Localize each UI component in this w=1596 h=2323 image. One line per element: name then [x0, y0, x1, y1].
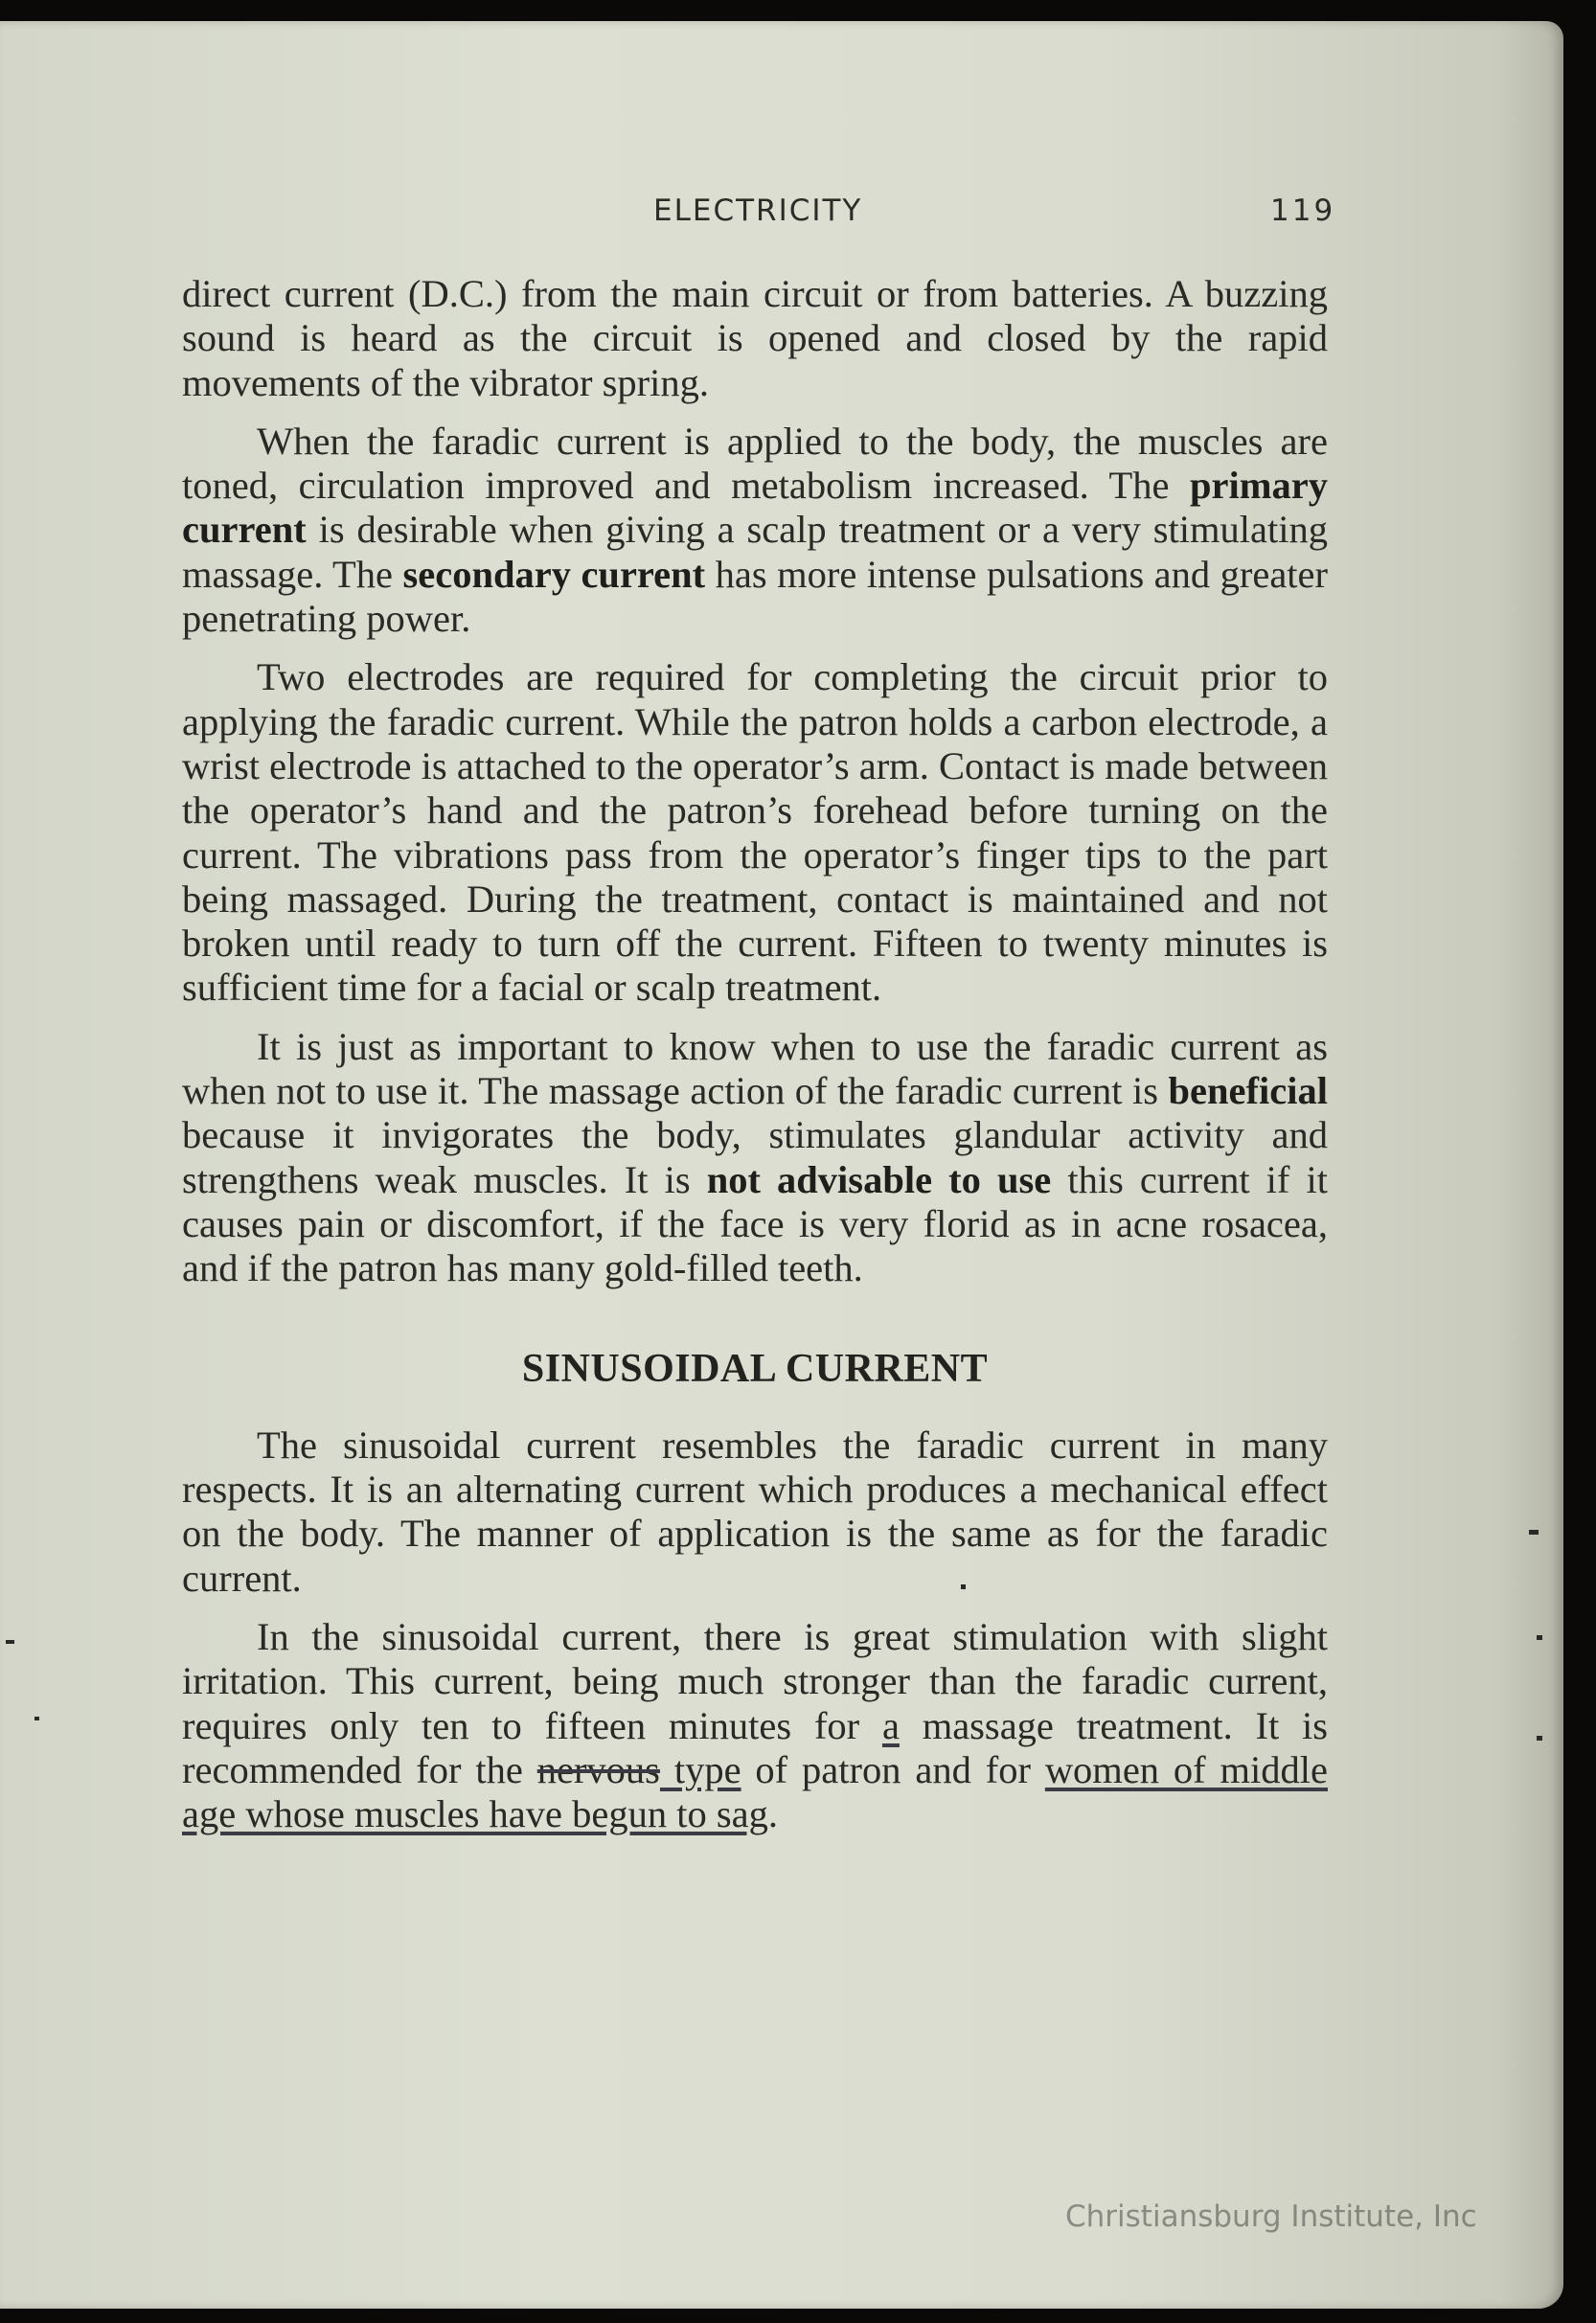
paragraph-1: [182, 272, 1328, 405]
term-beneficial: beneficial: [1168, 1069, 1328, 1113]
running-head: ELECTRICITY: [653, 194, 863, 228]
page-header: [0, 194, 1563, 241]
margin-speck: [1537, 1736, 1542, 1741]
paragraph-4-text: because it invigorates the body, stimulates glandular activity and strengthens weak muscles. It is: [182, 1113, 1328, 1201]
paragraph-2-text: When the faradic current is applied to the body, the muscles are toned, circulation improved and metabolism increased. The: [182, 419, 1328, 508]
paragraph-5: [182, 1423, 1328, 1601]
paragraph-6-text: In the sinusoidal current, there is great stimulation with slight irritation. This current, being much stronger than the faradic current, requires only ten to fifteen minutes for: [182, 1615, 1328, 1747]
paragraph-1-text: direct current (D.C.) from the main circuit or from batteries. A buzzing sound is heard as the circuit is opened and closed by the rapid movements of the vibrator spring.: [182, 272, 1328, 404]
paragraph-6: [182, 1615, 1328, 1836]
watermark: Christiansburg Institute, Inc: [1065, 2199, 1477, 2234]
section-heading: SINUSOIDAL CURRENT: [521, 1346, 989, 1391]
paragraph-6-text: of patron and for: [741, 1747, 1045, 1791]
paragraph-2: [182, 420, 1328, 641]
term-secondary-current: secondary current: [402, 552, 706, 596]
body-text: [182, 272, 1328, 1852]
paragraph-4-text: It is just as important to know when to use the faradic current as when not to use it. The massage action of the faradic current is: [182, 1024, 1328, 1113]
term-not-advisable: not advisable to use: [706, 1157, 1052, 1201]
term-primary-current: primary current: [182, 464, 1328, 552]
pen-underline: women of middle age whose muscles have begun to sag: [182, 1747, 1328, 1836]
paragraph-6-text: .: [767, 1792, 778, 1836]
margin-speck: [6, 1640, 14, 1644]
margin-speck: [1529, 1530, 1539, 1535]
paragraph-6-text: massage treatment. It is recommended for the: [182, 1703, 1328, 1791]
paragraph-2-text: is desirable when giving a scalp treatment or a very stimulating massage. The: [182, 508, 1328, 596]
paragraph-5-text: The sinusoidal current resembles the faradic current in many respects. It is an alternating current which produces a mechanical effect on the body. The manner of application is the same as for the faradic current.: [182, 1423, 1328, 1600]
pen-underline: a: [881, 1703, 900, 1747]
margin-speck: [34, 1717, 39, 1720]
pen-underline: type: [659, 1747, 741, 1791]
paragraph-4-text: this current if it causes pain or discomfort, if the face is very florid as in acne rosacea, and if the patron has many gold-filled teeth.: [182, 1157, 1328, 1290]
paragraph-4: [182, 1025, 1328, 1291]
page-number: 119: [1270, 194, 1336, 228]
paragraph-2-text: has more intense pulsations and greater penetrating power.: [182, 552, 1329, 641]
margin-speck: [961, 1584, 966, 1589]
margin-speck: [1537, 1635, 1542, 1640]
paragraph-3: [182, 655, 1328, 1010]
pen-strikethrough: nervous: [536, 1747, 660, 1791]
paragraph-3-text: Two electrodes are required for completing the circuit prior to applying the faradic current. While the patron holds a carbon electrode, a wrist electrode is attached to the operator’s arm. Contact is made between the operator’s hand and the patron’s forehead before turning on the current. The vibrations pass from the operator’s finger tips to the part being massaged. During the treatment, contact is maintained and not broken until ready to turn off the current. Fifteen to twenty minutes is sufficient time for a facial or scalp treatment.: [182, 655, 1328, 1010]
book-page: [0, 21, 1563, 2309]
